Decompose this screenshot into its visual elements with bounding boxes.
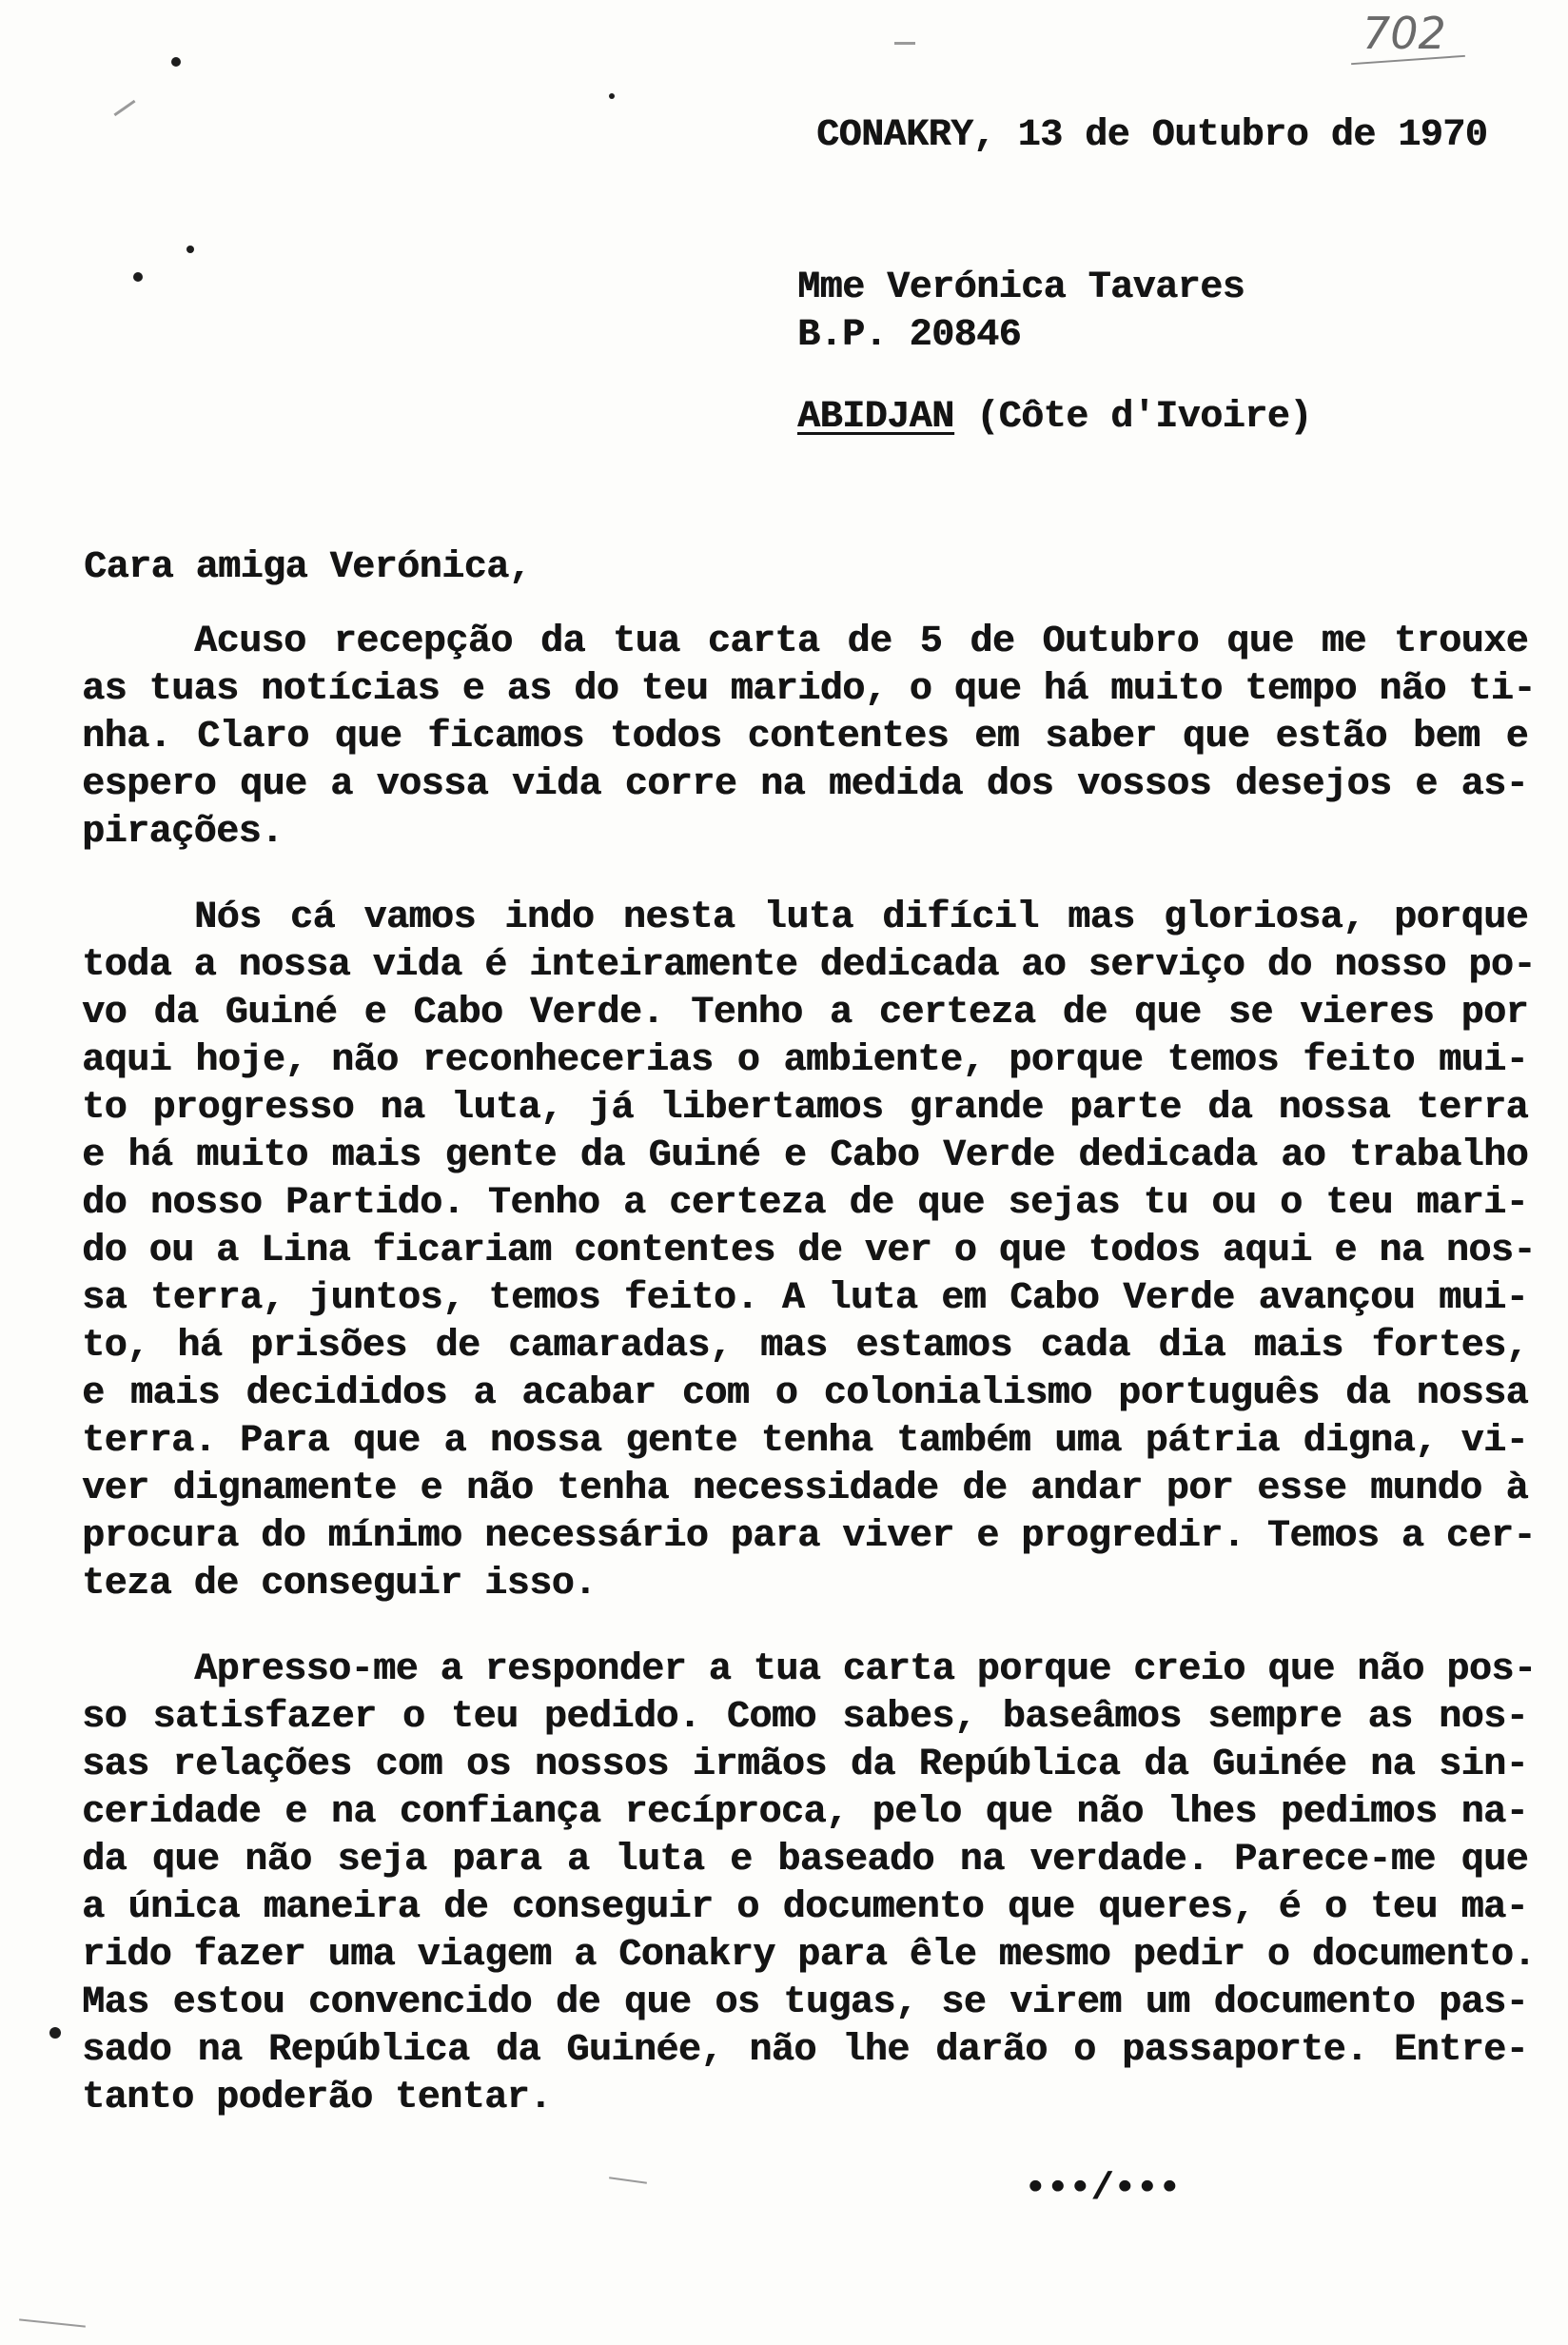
paragraph-line: Mas estou convencido de que os tugas, se virem um documento pas- xyxy=(82,1981,1528,2024)
paragraph-line: to, há prisões de camaradas, mas estamos cada dia mais fortes, xyxy=(82,1325,1528,1368)
scan-scuff xyxy=(609,2177,647,2184)
letter-salutation: Cara amiga Verónica, xyxy=(84,546,532,589)
paragraph-line: procura do mínimo necessário para viver e progredir. Temos a cer- xyxy=(82,1515,1536,1558)
continuation-mark: •••/••• xyxy=(1024,2168,1181,2211)
scan-speck xyxy=(609,93,615,99)
paragraph-line: teza de conseguir isso. xyxy=(82,1563,597,1606)
paragraph-line: da que não seja para a luta e baseado na verdade. Parece-me que xyxy=(82,1839,1528,1882)
paragraph-line: as tuas notícias e as do teu marido, o que há muito tempo não ti- xyxy=(82,668,1536,711)
paragraph-line: terra. Para que a nossa gente tenha também uma pátria digna, vi- xyxy=(82,1420,1528,1463)
scan-scuff xyxy=(113,100,135,116)
paragraph-line: Acuso recepção da tua carta de 5 de Outubro que me trouxe xyxy=(194,621,1528,663)
letter-paragraph xyxy=(82,895,1536,1608)
paragraph-line: ceridade e na confiança recíproca, pelo que não lhes pedimos na- xyxy=(82,1791,1528,1834)
recipient-po-box: B.P. 20846 xyxy=(797,314,1022,357)
recipient-address-block xyxy=(797,265,1312,442)
paragraph-line: rido fazer uma viagem a Conakry para êle mesmo pedir o documento. xyxy=(82,1934,1536,1977)
paragraph-line: a única maneira de conseguir o documento que queres, é o teu ma- xyxy=(82,1886,1528,1929)
scan-speck xyxy=(171,57,181,67)
paragraph-line: tanto poderão tentar. xyxy=(82,2077,552,2119)
paragraph-line: e há muito mais gente da Guiné e Cabo Verde dedicada ao trabalho xyxy=(82,1134,1528,1177)
paragraph-line: do ou a Lina ficariam contentes de ver o que todos aqui e na nos- xyxy=(82,1230,1536,1272)
paragraph-line: espero que a vossa vida corre na medida dos vossos desejos e as- xyxy=(82,763,1528,806)
scan-scuff xyxy=(894,42,915,45)
letter-body xyxy=(82,619,1537,2122)
letter-dateline: CONAKRY, 13 de Outubro de 1970 xyxy=(816,114,1488,157)
paragraph-line: toda a nossa vida é inteiramente dedicada ao serviço do nosso po- xyxy=(82,944,1536,987)
paragraph-line: aqui hoje, não reconhecerias o ambiente, porque temos feito mui- xyxy=(82,1039,1528,1082)
paragraph-line: sas relações com os nossos irmãos da República da Guinée na sin- xyxy=(82,1744,1528,1786)
scan-scuff xyxy=(19,2318,86,2327)
letter-paragraph xyxy=(82,619,1536,857)
paragraph-line: Nós cá vamos indo nesta luta difícil mas gloriosa, porque xyxy=(194,897,1528,939)
scan-speck xyxy=(186,246,194,253)
archive-number-mark: 702 xyxy=(1362,8,1446,59)
paragraph-line: sado na República da Guinée, não lhe darão o passaporte. Entre- xyxy=(82,2029,1528,2072)
paragraph-line: to progresso na luta, já libertamos grande parte da nossa terra xyxy=(82,1087,1528,1130)
recipient-name: Mme Verónica Tavares xyxy=(797,266,1245,309)
paragraph-line: sa terra, juntos, temos feito. A luta em Cabo Verde avançou mui- xyxy=(82,1277,1528,1320)
recipient-country: (Côte d'Ivoire) xyxy=(976,396,1312,439)
paragraph-line: do nosso Partido. Tenho a certeza de que sejas tu ou o teu mari- xyxy=(82,1182,1528,1225)
recipient-city: ABIDJAN xyxy=(797,396,954,439)
paragraph-line: vo da Guiné e Cabo Verde. Tenho a certeza de que se vieres por xyxy=(82,992,1528,1035)
scan-speck xyxy=(49,2027,61,2039)
paragraph-line: pirações. xyxy=(82,811,284,854)
paragraph-line: e mais decididos a acabar com o colonialismo português da nossa xyxy=(82,1372,1528,1415)
paragraph-line: ver dignamente e não tenha necessidade de andar por esse mundo à xyxy=(82,1468,1528,1510)
scan-speck xyxy=(133,272,143,282)
recipient-city-line xyxy=(797,394,1312,442)
paragraph-line: nha. Claro que ficamos todos contentes em saber que estão bem e xyxy=(82,716,1528,759)
paragraph-line: so satisfazer o teu pedido. Como sabes, baseâmos sempre as nos- xyxy=(82,1696,1528,1739)
letter-paragraph xyxy=(82,1646,1537,2122)
paragraph-line: Apresso-me a responder a tua carta porque creio que não pos- xyxy=(194,1648,1537,1691)
